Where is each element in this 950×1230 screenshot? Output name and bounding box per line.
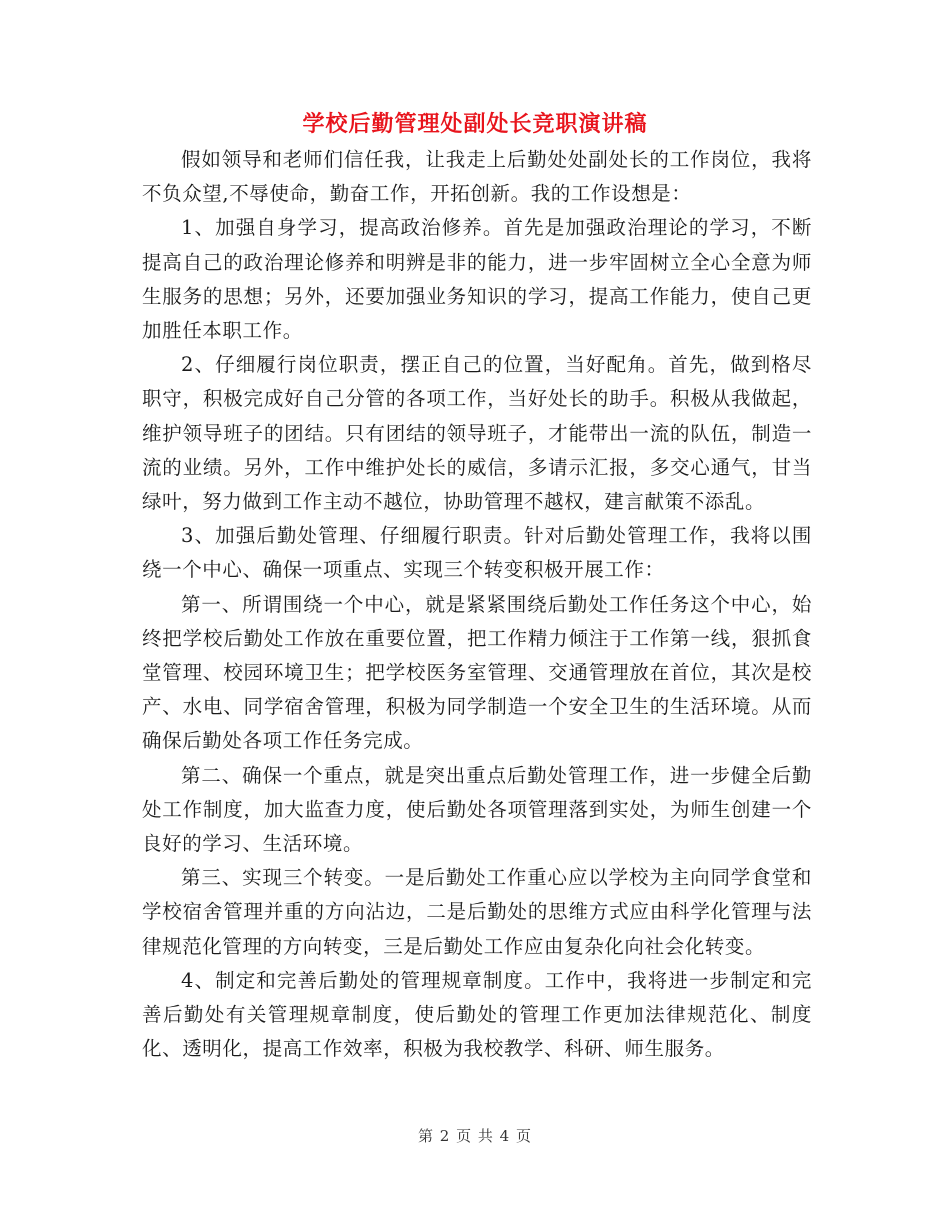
document-title: 学校后勤管理处副处长竞职演讲稿 [302,111,648,137]
paragraph-3-first: 第一、所谓围绕一个中心，就是紧紧围绕后勤处工作任务这个中心，始终把学校后勤处工作放在重要位置，把工作精力倾注于工作第一线，狠抓食堂管理、校园环境卫生；把学校医务室管理、交通管理放在首位，其次是校产、水电、同学宿舍管理，积极为同学制造一个安全卫生的生活环境。从而确保后勤处各项工作任务完成。 [142,592,812,753]
paragraph-3-third: 第三、实现三个转变。一是后勤处工作重心应以学校为主向同学食堂和学校宿舍管理并重的方向沾边，二是后勤处的思维方式应由科学化管理与法律规范化管理的方向转变，三是后勤处工作应由复杂化向社会化转变。 [142,866,812,958]
paragraph-intro: 假如领导和老师们信任我，让我走上后勤处处副处长的工作岗位，我将不负众望,不辱使命，勤奋工作，开拓创新。我的工作设想是： [142,148,812,206]
paragraph-3: 3、加强后勤处管理、仔细履行职责。针对后勤处管理工作，我将以围绕一个中心、确保一项重点、实现三个转变积极开展工作： [142,524,812,582]
paragraph-3-second: 第二、确保一个重点，就是突出重点后勤处管理工作，进一步健全后勤处工作制度，加大监查力度，使后勤处各项管理落到实处，为师生创建一个良好的学习、生活环境。 [142,763,812,856]
paragraph-2: 2、仔细履行岗位职责，摆正自己的位置，当好配角。首先，做到格尽职守，积极完成好自己分管的各项工作，当好处长的助手。积极从我做起，维护领导班子的团结。只有团结的领导班子，才能带出一流的队伍，制造一流的业绩。另外，工作中维护处长的威信，多请示汇报，多交心通气，甘当绿叶，努力做到工作主动不越位，协助管理不越权，建言献策不添乱。 [142,353,812,514]
paragraph-1: 1、加强自身学习，提高政治修养。首先是加强政治理论的学习，不断提高自己的政治理论修养和明辨是非的能力，进一步牢固树立全心全意为师生服务的思想；另外，还要加强业务知识的学习，提高工作能力，使自己更加胜任本职工作。 [142,216,812,343]
page-footer: 第 2 页 共 4 页 [418,1127,532,1145]
document-body [142,143,812,1066]
paragraph-4: 4、制定和完善后勤处的管理规章制度。工作中，我将进一步制定和完善后勤处有关管理规章制度，使后勤处的管理工作更加法律规范化、制度化、透明化，提高工作效率，积极为我校教学、科研、师生服务。 [142,968,812,1061]
